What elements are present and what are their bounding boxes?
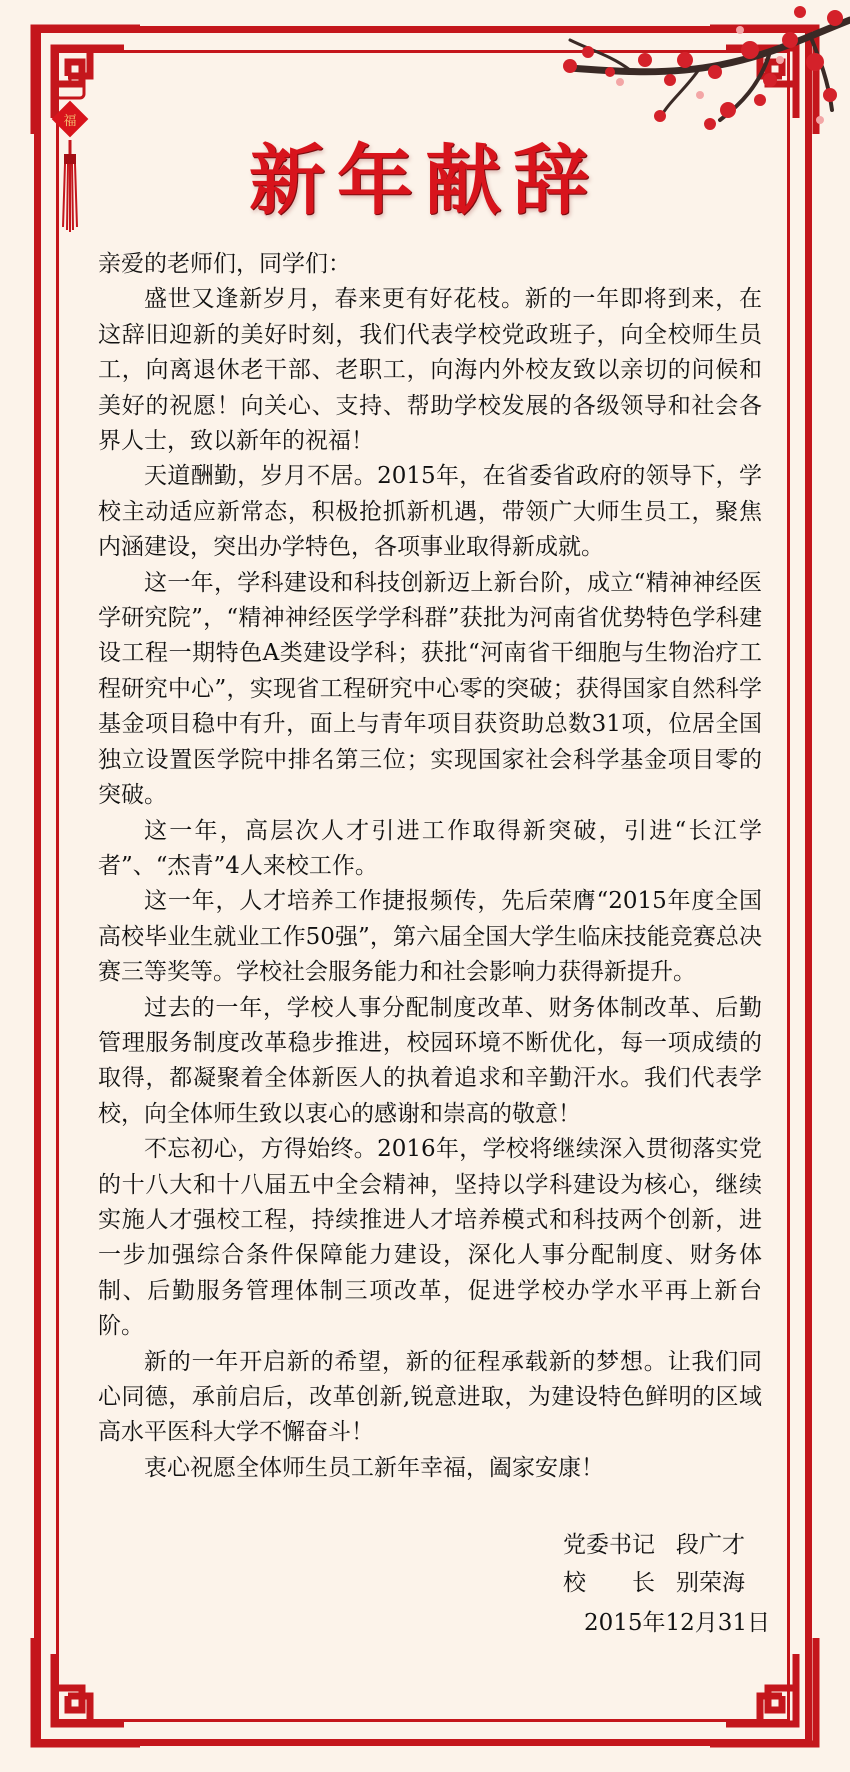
party-secretary-name: 段广才 bbox=[676, 1532, 745, 1558]
paragraph: 过去的一年，学校人事分配制度改革、财务体制改革、后勤管理服务制度改革稳步推进，校园环境不断优化，每一项成绩的取得，都凝聚着全体新医人的执着追求和辛勤汗水。我们代表学校，向全体师生致以衷心的感谢和崇高的敬意！ bbox=[98, 994, 762, 1127]
party-secretary-title: 党委书记 bbox=[563, 1532, 655, 1558]
salutation: 亲爱的老师们，同学们： bbox=[98, 251, 351, 277]
president-title: 校 长 bbox=[563, 1570, 655, 1596]
paragraph: 这一年，人才培养工作捷报频传，先后荣膺“2015年度全国高校毕业生就业工作50强”，第六届全国大学生临床技能竞赛总决赛三等奖等。学校社会服务能力和社会影响力获得新提升。 bbox=[98, 888, 762, 986]
paragraph: 盛世又逢新岁月，春来更有好花枝。新的一年即将到来，在这辞旧迎新的美好时刻，我们代表学校党政班子，向全校师生员工，向离退休老干部、老职工，向海内外校友致以亲切的问候和美好的祝愿！向关心、支持、帮助学校发展的各级领导和社会各界人士，致以新年的祝福！ bbox=[98, 286, 762, 455]
paragraph: 不忘初心，方得始终。2016年，学校将继续深入贯彻落实党的十八大和十八届五中全会精神，坚持以学科建设为核心，继续实施人才强校工程，持续推进人才培养模式和科技两个创新，进一步加强综合条件保障能力建设，深化人事分配制度、财务体制、后勤服务管理体制三项改革，促进学校办学水平再上新台阶。 bbox=[98, 1136, 762, 1340]
paragraph: 天道酬勤，岁月不居。2015年，在省委省政府的领导下，学校主动适应新常态，积极抢抓新机遇，带领广大师生员工，聚焦内涵建设，突出办学特色，各项事业取得新成就。 bbox=[98, 463, 762, 561]
fret-corner-ornament bbox=[710, 1638, 830, 1758]
page-title: 新年献辞 bbox=[249, 136, 601, 225]
president-name: 别荣海 bbox=[676, 1570, 745, 1596]
paragraph: 这一年，学科建设和科技创新迈上新台阶，成立“精神神经医学研究院”，“精神神经医学学科群”获批为河南省优势特色学科建设工程一期特色A类建设学科；获批“河南省干细胞与生物治疗工程研究中心”，实现省工程研究中心零的突破；获得国家自然科学基金项目稳中有升，面上与青年项目获资助总数31项，位居全国独立设置医学院中排名第三位；实现国家社会科学基金项目零的突破。 bbox=[98, 569, 762, 809]
knot-character: 福 bbox=[63, 114, 77, 129]
letter-body bbox=[98, 247, 762, 1486]
fret-corner-ornament bbox=[20, 1638, 140, 1758]
paragraph: 衷心祝愿全体师生员工新年幸福，阖家安康！ bbox=[144, 1454, 604, 1481]
paragraph: 新的一年开启新的希望，新的征程承载新的梦想。让我们同心同德，承前启后，改革创新,锐意进取，为建设特色鲜明的区域高水平医科大学不懈奋斗！ bbox=[98, 1348, 762, 1446]
paragraph: 这一年，高层次人才引进工作取得新突破，引进“长江学者”、“杰青”4人来校工作。 bbox=[98, 817, 762, 879]
letter-date: 2015年12月31日 bbox=[584, 1610, 771, 1636]
